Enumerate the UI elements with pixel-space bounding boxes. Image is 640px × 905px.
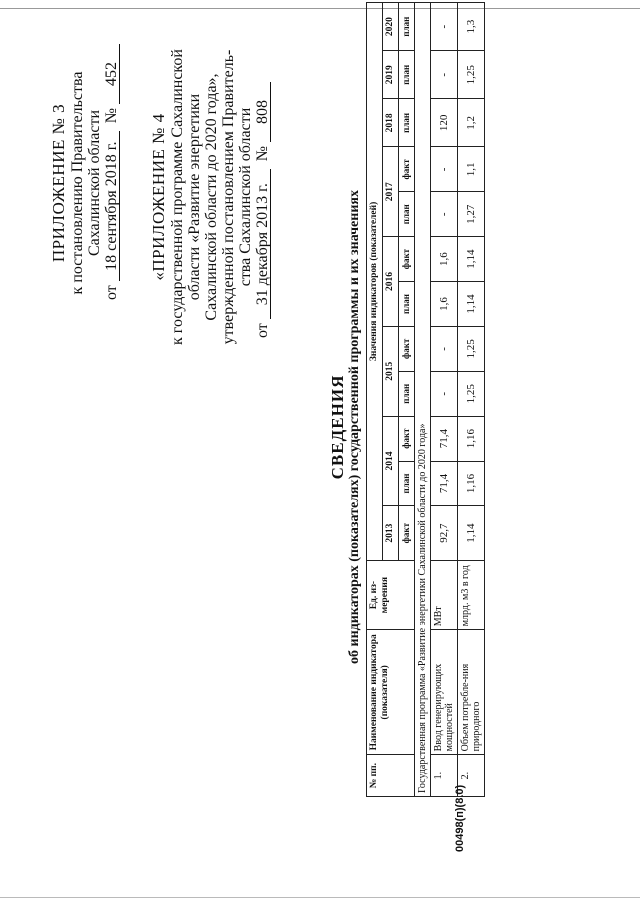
year-header: 2015 [383,326,399,416]
value-cell: 1,6 [431,237,458,282]
program-name: Государственная программа «Развитие энергетики Сахалинской области до 2020 года» [415,3,431,797]
appendix-4-header [150,32,271,362]
appendix-4-line: Сахалинской области до 2020 года», [203,73,220,321]
document-page [10,2,482,852]
document-subtitle: об индикаторах (показателях) государственной программы и их значениях [347,190,362,664]
row-number: 2. [458,755,485,797]
value-cell: 92,7 [431,506,458,561]
year-header: 2018 [383,99,399,147]
fact-header: факт [399,416,415,461]
plan-header: план [399,282,415,327]
col-header-number: № пп. [367,755,415,797]
appendix-3-from-prefix: от [103,285,120,300]
appendix-3-num-prefix: № [103,107,120,124]
program-row [415,3,431,797]
plan-header: план [399,3,415,51]
document-code: 00498(п)(8.0) [454,784,466,852]
table-header-row [367,3,383,797]
appendix-4-title: «ПРИЛОЖЕНИЕ № 4 [149,113,168,281]
row-name: Ввод генерирующих мощностей [431,630,458,755]
table-row [431,3,458,797]
col-header-unit: Ед. из-мерения [367,560,415,629]
appendix-4-date: 31 декабря 2013 г. [256,169,271,319]
appendix-4-line: ства Сахалинской области [237,107,254,287]
appendix-4-num-prefix: № [254,145,271,162]
appendix-3-line-1: к постановлению Правительства [69,71,86,295]
value-cell: 1,14 [458,506,485,561]
appendix-4-from-prefix: от [254,323,271,338]
plan-header: план [399,99,415,147]
year-header: 2017 [383,147,399,237]
value-cell: - [431,3,458,51]
value-cell: 71,4 [431,461,458,506]
appendix-3-header [50,42,120,324]
appendix-4-date-line [254,32,271,362]
value-cell: 1,25 [458,371,485,416]
col-header-name: Наименование индикатора (показателя) [367,630,415,755]
fact-header: факт [399,147,415,192]
row-name: Объем потребле-ния природного [458,630,485,755]
row-unit: МВт [431,560,458,629]
value-cell: - [431,192,458,237]
value-cell: 1,16 [458,416,485,461]
value-cell: 1,25 [458,51,485,99]
value-cell: - [431,326,458,371]
plan-header: план [399,371,415,416]
year-header: 2020 [383,3,399,51]
value-cell: 1,6 [431,282,458,327]
plan-header: план [399,192,415,237]
value-cell: - [431,371,458,416]
table-row [458,3,485,797]
value-cell: - [431,147,458,192]
plan-header: план [399,51,415,99]
fact-header: факт [399,326,415,371]
appendix-3-date: 18 сентября 2018 г. [105,131,120,281]
value-cell: 1,14 [458,282,485,327]
appendix-4-number: 808 [256,82,271,142]
value-cell: 1,1 [458,147,485,192]
indicators-table [366,2,485,797]
appendix-4-line: к государственной программе Сахалинской [169,49,186,345]
value-cell: 1,25 [458,326,485,371]
appendix-3-date-line [103,42,120,324]
appendix-4-line: утвержденной постановлением Правитель- [220,49,237,345]
appendix-3-line-2: Сахалинской области [86,109,103,257]
value-cell: - [431,51,458,99]
year-header: 2013 [383,506,399,561]
scan-bottom-edge [0,897,640,898]
year-header: 2014 [383,416,399,506]
row-number: 1. [431,755,458,797]
appendix-4-line: области «Развитие энергетики [186,93,203,301]
col-header-values: Значения индикаторов (показателей) [367,3,383,561]
year-header: 2019 [383,51,399,99]
appendix-3-number: 452 [105,44,120,104]
value-cell: 1,14 [458,237,485,282]
value-cell: 1,27 [458,192,485,237]
document-title: СВЕДЕНИЯ [328,374,347,480]
fact-header: факт [399,506,415,561]
fact-header: факт [399,237,415,282]
row-unit: млрд. м3 в год [458,560,485,629]
value-cell: 1,16 [458,461,485,506]
value-cell: 1,3 [458,3,485,51]
appendix-3-title: ПРИЛОЖЕНИЕ № 3 [49,103,68,263]
value-cell: 120 [431,99,458,147]
year-header: 2016 [383,237,399,327]
value-cell: 71,4 [431,416,458,461]
value-cell: 1,2 [458,99,485,147]
plan-header: план [399,461,415,506]
